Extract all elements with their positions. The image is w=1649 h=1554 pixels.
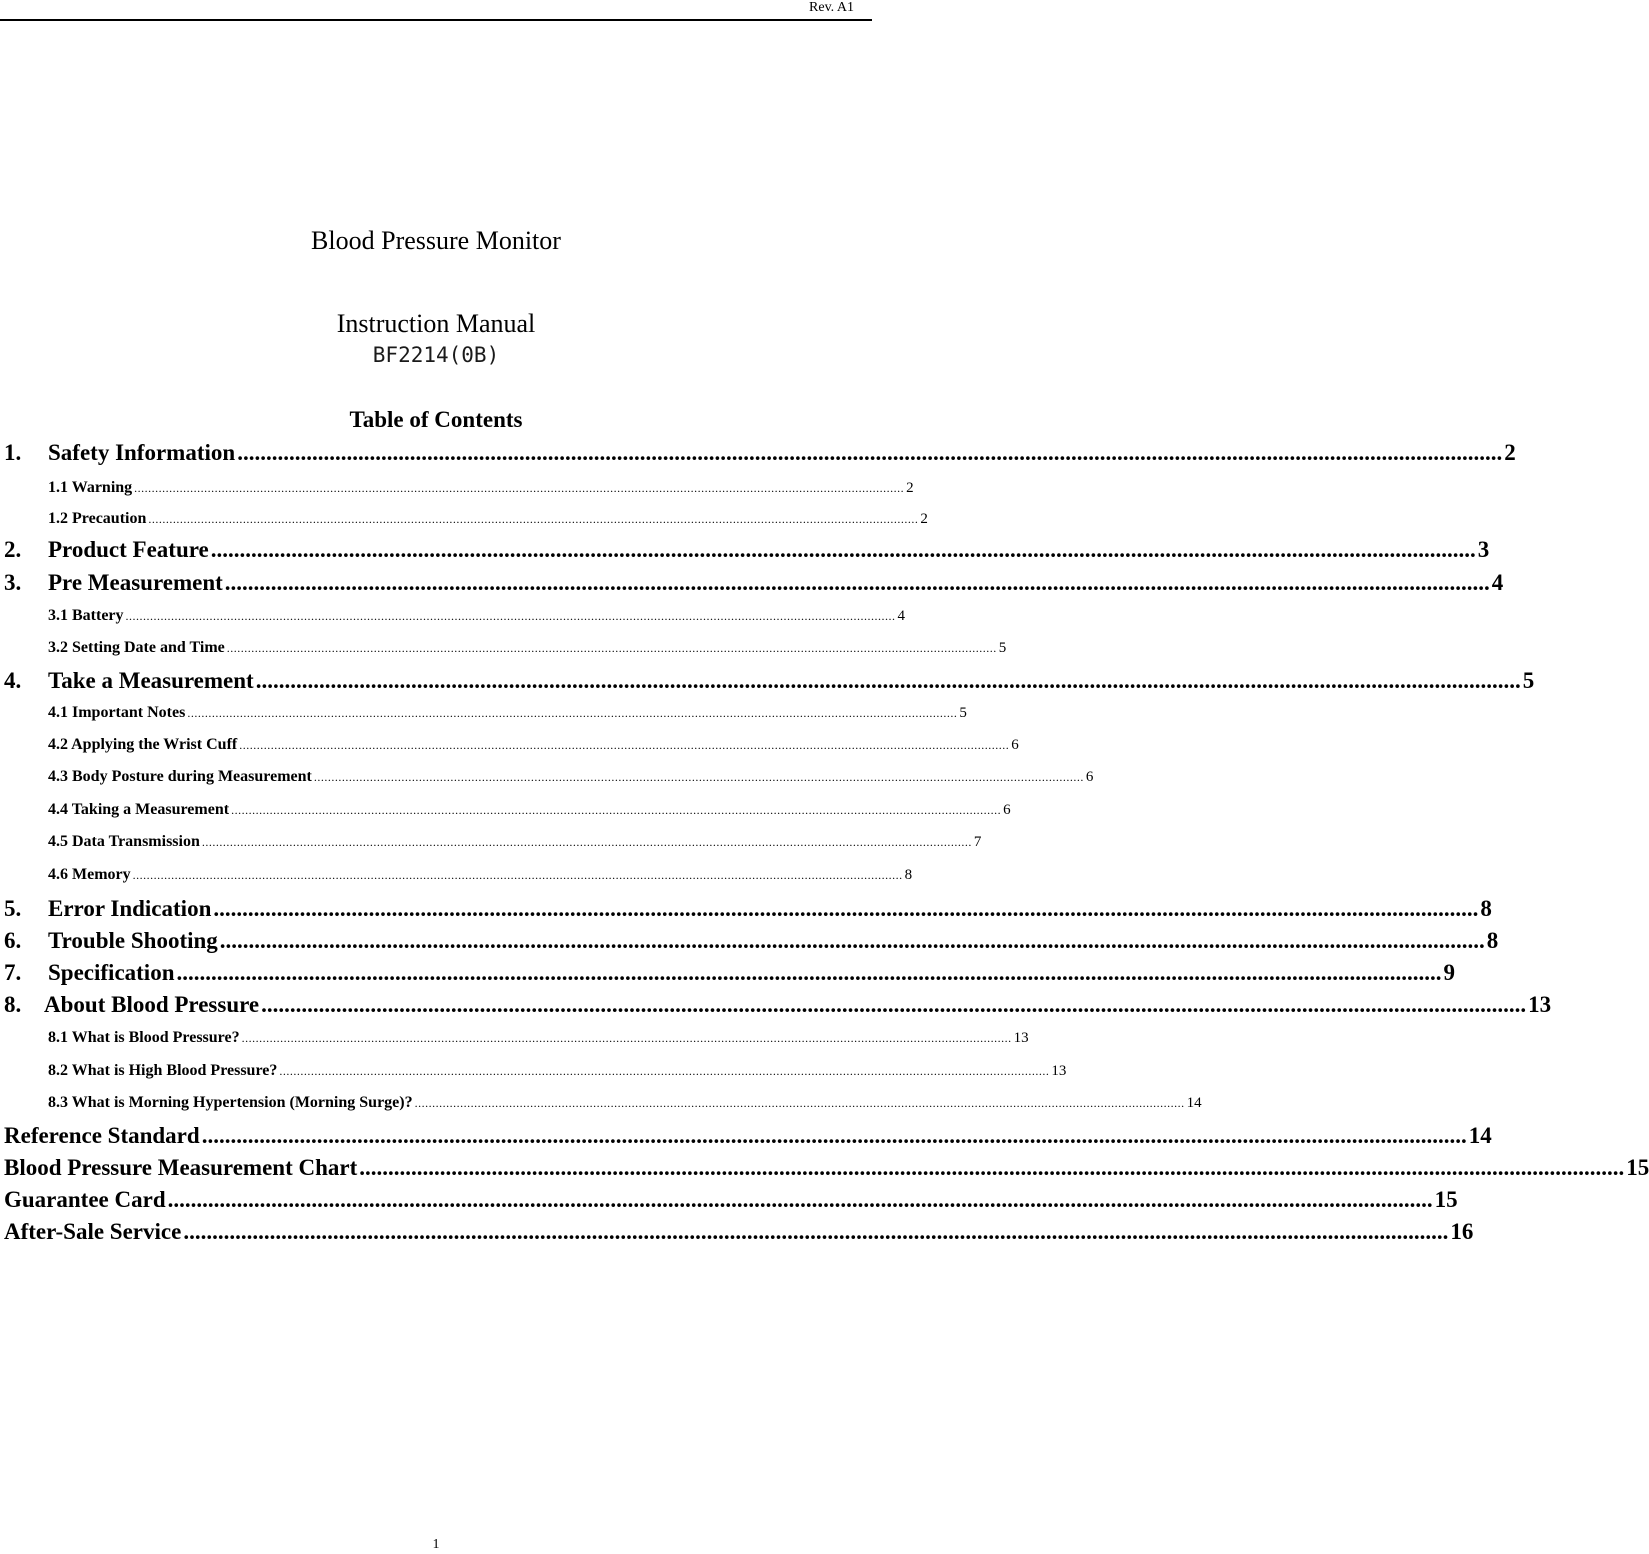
toc-entry-label: 8.1 What is Blood Pressure?: [48, 1029, 240, 1046]
toc-entry-label: Take a Measurement: [48, 668, 254, 693]
toc-entry-specification[interactable]: 7. Specification ............................................................................................................................................................................................................................ 9: [4, 958, 867, 988]
toc-entry-page: 2: [920, 511, 928, 527]
toc-entry-bp-measurement-chart[interactable]: Blood Pressure Measurement Chart ............................................................................................................................................................................................................................ 15: [4, 1153, 867, 1183]
toc-entry-page: 9: [1443, 960, 1455, 985]
toc-entry-page: 6: [1003, 802, 1011, 818]
product-title: Blood Pressure Monitor: [311, 226, 561, 255]
toc-entry-guarantee-card[interactable]: Guarantee Card ............................................................................................................................................................................................................................ 15: [4, 1185, 867, 1215]
toc-entry-number: 2.: [4, 537, 22, 562]
toc-entry-label: Guarantee Card: [4, 1187, 166, 1212]
toc-entry-battery[interactable]: 3.1 Battery ............................................................................................................................................................................................................................ 4: [48, 605, 867, 627]
toc-entry-page: 8: [1486, 928, 1499, 953]
toc-entry-page: 6: [1011, 737, 1019, 753]
toc-entry-number: 3.: [4, 570, 22, 595]
toc-entry-data-transmission[interactable]: 4.5 Data Transmission ............................................................................................................................................................................................................................ 7: [48, 831, 867, 853]
toc-entry-page: 5: [959, 705, 967, 721]
toc-entry-page: 8: [904, 867, 913, 883]
toc-entry-label: Blood Pressure Measurement Chart: [4, 1155, 358, 1180]
toc-entry-number: 8.: [4, 992, 22, 1017]
toc-entry-number: 5.: [4, 896, 22, 921]
toc-entry-page: 13: [1528, 992, 1552, 1017]
toc-entry-label: 8.2 What is High Blood Pressure?: [48, 1062, 278, 1079]
toc-entry-page: 4: [1491, 570, 1504, 595]
toc-entry-label: 4.2 Applying the Wrist Cuff: [48, 736, 238, 753]
toc-entry-label: Product Feature: [48, 537, 209, 562]
toc-entry-label: Reference Standard: [4, 1123, 200, 1148]
toc-entry-error-indication[interactable]: 5. Error Indication ............................................................................................................................................................................................................................ 8: [4, 894, 867, 924]
toc-entry-what-is-high-bp[interactable]: 8.2 What is High Blood Pressure? ............................................................................................................................................................................................................................ 13: [48, 1060, 867, 1082]
toc-entry-label: Safety Information: [48, 440, 236, 465]
model-number: BF2214(0B): [372, 343, 500, 367]
toc-entry-number: 4.: [4, 668, 22, 693]
toc-entry-number: 1.: [4, 440, 22, 465]
toc-entry-label: Trouble Shooting: [48, 928, 218, 953]
toc-entry-label: 3.2 Setting Date and Time: [48, 639, 225, 656]
manual-subtitle: Instruction Manual: [336, 309, 536, 338]
revision-label: Rev. A1: [809, 0, 854, 15]
toc-entry-about-blood-pressure[interactable]: 8. About Blood Pressure ............................................................................................................................................................................................................................ 13: [4, 990, 867, 1020]
toc-entry-page: 14: [1468, 1123, 1492, 1148]
toc-entry-label: 8.3 What is Morning Hypertension (Morning Surge)?: [48, 1094, 413, 1111]
toc-entry-page: 8: [1480, 896, 1492, 921]
toc-entry-morning-hypertension[interactable]: 8.3 What is Morning Hypertension (Morning Surge)? ............................................................................................................................................................................................................................ 14: [48, 1092, 867, 1114]
toc-entry-label: 1.1 Warning: [48, 479, 133, 496]
toc-entry-label: About Blood Pressure: [44, 992, 260, 1017]
toc-entry-page: 2: [906, 480, 914, 496]
toc-entry-important-notes[interactable]: 4.1 Important Notes ............................................................................................................................................................................................................................ 5: [48, 702, 867, 724]
toc-entry-page: 14: [1186, 1095, 1202, 1111]
toc-entry-pre-measurement[interactable]: 3. Pre Measurement ............................................................................................................................................................................................................................ 4: [4, 568, 867, 598]
toc-entry-label: 4.5 Data Transmission: [48, 833, 200, 850]
toc-heading: Table of Contents: [349, 407, 523, 432]
toc-entry-applying-wrist-cuff[interactable]: 4.2 Applying the Wrist Cuff ............................................................................................................................................................................................................................ 6: [48, 734, 867, 756]
toc-entry-label: 3.1 Battery: [48, 607, 124, 624]
toc-entry-number: 6.: [4, 928, 22, 953]
toc-entry-label: 4.1 Important Notes: [48, 704, 186, 721]
toc-entry-page: 5: [1522, 668, 1535, 693]
toc-entry-setting-date-time[interactable]: 3.2 Setting Date and Time ............................................................................................................................................................................................................................ 5: [48, 637, 867, 659]
toc-entry-page: 13: [1013, 1030, 1029, 1046]
toc-entry-page: 15: [1434, 1187, 1458, 1212]
toc-entry-precaution[interactable]: 1.2 Precaution ............................................................................................................................................................................................................................ 2: [48, 508, 867, 530]
toc-entry-number: 7.: [4, 960, 22, 985]
toc-entry-page: 3: [1477, 537, 1490, 562]
toc-entry-safety-information[interactable]: 1. Safety Information ............................................................................................................................................................................................................................ 2: [4, 438, 867, 468]
toc-entry-after-sale-service[interactable]: After-Sale Service ............................................................................................................................................................................................................................ 16: [4, 1217, 867, 1247]
toc-entry-what-is-bp[interactable]: 8.1 What is Blood Pressure? ............................................................................................................................................................................................................................ 13: [48, 1027, 867, 1049]
toc-entry-page: 15: [1626, 1155, 1649, 1180]
toc-entry-label: 4.3 Body Posture during Measurement: [48, 768, 312, 785]
toc-entry-label: 4.4 Taking a Measurement: [48, 801, 230, 818]
toc-entry-page: 7: [973, 834, 982, 850]
toc-entry-page: 4: [897, 608, 906, 624]
toc-entry-body-posture[interactable]: 4.3 Body Posture during Measurement ............................................................................................................................................................................................................................ 6: [48, 766, 867, 788]
toc-entry-warning[interactable]: 1.1 Warning ............................................................................................................................................................................................................................ 2: [48, 477, 867, 499]
page-number: 1: [432, 1537, 440, 1552]
toc-entry-label: 4.6 Memory: [48, 866, 131, 883]
toc-entry-take-measurement[interactable]: 4. Take a Measurement ............................................................................................................................................................................................................................ 5: [4, 666, 867, 696]
toc-entry-taking-measurement[interactable]: 4.4 Taking a Measurement ............................................................................................................................................................................................................................ 6: [48, 799, 867, 821]
toc-entry-trouble-shooting[interactable]: 6. Trouble Shooting ............................................................................................................................................................................................................................ 8: [4, 926, 867, 956]
toc-entry-page: 5: [998, 640, 1007, 656]
toc-entry-label: After-Sale Service: [4, 1219, 182, 1244]
toc-entry-label: Pre Measurement: [48, 570, 223, 595]
toc-entry-label: 1.2 Precaution: [48, 510, 147, 527]
toc-entry-page: 6: [1085, 769, 1094, 785]
toc-entry-page: 2: [1504, 440, 1516, 465]
toc-entry-product-feature[interactable]: 2. Product Feature ............................................................................................................................................................................................................................ 3: [4, 535, 867, 565]
toc-entry-page: 16: [1450, 1219, 1474, 1244]
toc-entry-reference-standard[interactable]: Reference Standard ............................................................................................................................................................................................................................ 14: [4, 1121, 867, 1151]
toc-entry-page: 13: [1051, 1063, 1067, 1079]
toc-entry-label: Specification: [48, 960, 175, 985]
toc-entry-label: Error Indication: [48, 896, 212, 921]
toc-entry-memory[interactable]: 4.6 Memory ............................................................................................................................................................................................................................ 8: [48, 864, 867, 886]
